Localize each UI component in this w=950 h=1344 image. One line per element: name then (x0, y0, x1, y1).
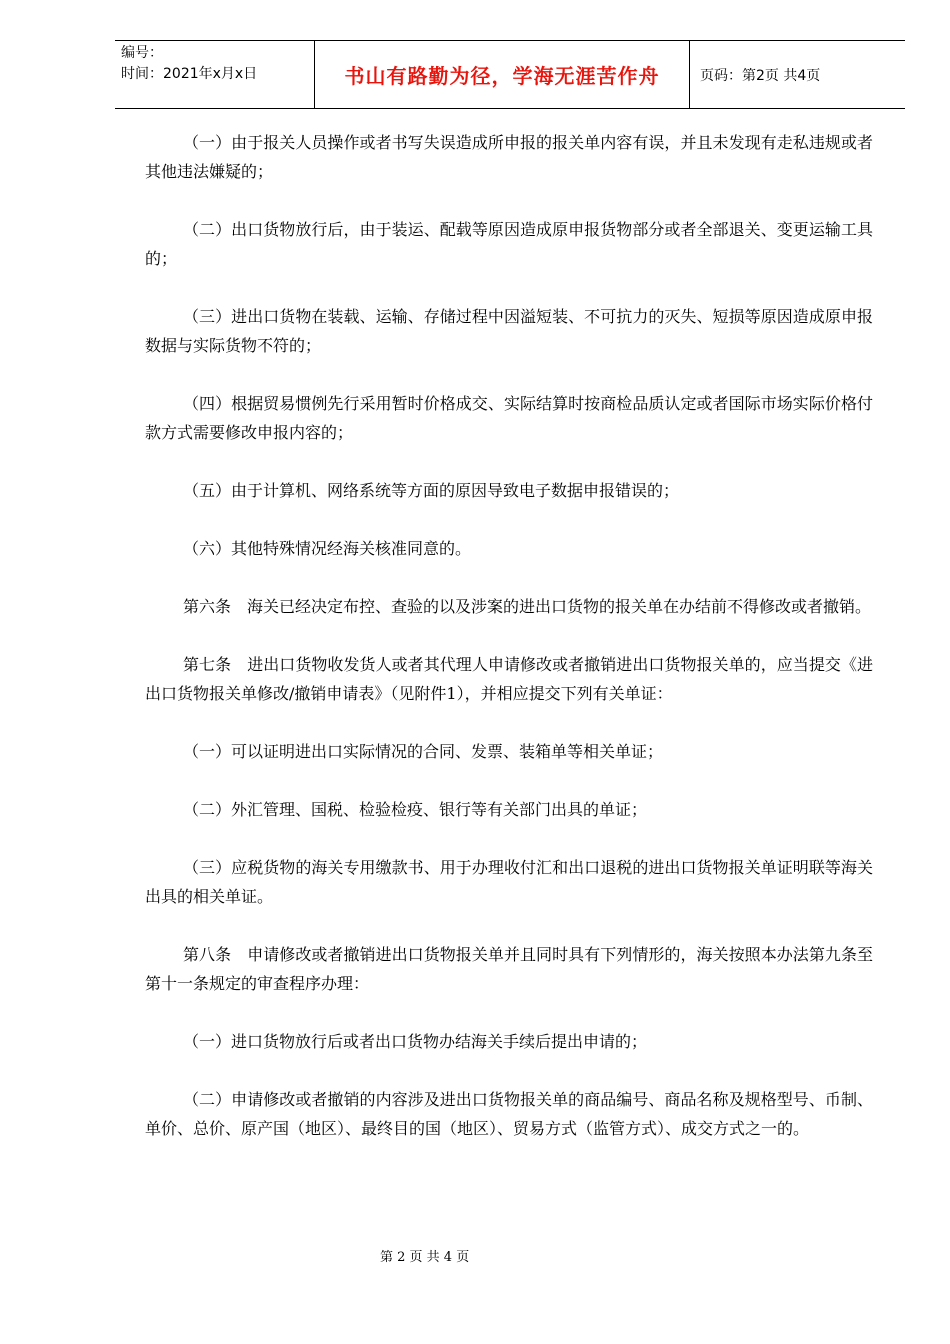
page-header (115, 40, 905, 109)
paragraph: （二）外汇管理、国税、检验检疫、银行等有关部门出具的单证； (183, 800, 648, 819)
paragraph: （四）根据贸易惯例先行采用暂时价格成交、实际结算时按商检品质认定或者国际市场实际价格付款方式需要修改申报内容的； (145, 394, 873, 442)
paragraph: （一）进口货物放行后或者出口货物办结海关手续后提出申请的； (183, 1032, 648, 1051)
paragraph: （三）应税货物的海关专用缴款书、用于办理收付汇和出口退税的进出口货物报关单证明联等海关出具的相关单证。 (145, 858, 873, 906)
paragraph: （五）由于计算机、网络系统等方面的原因导致电子数据申报错误的； (183, 481, 680, 500)
paragraph: （三）进出口货物在装载、运输、存储过程中因溢短装、不可抗力的灭失、短损等原因造成原申报数据与实际货物不符的； (145, 307, 873, 355)
paragraph: （一）可以证明进出口实际情况的合同、发票、装箱单等相关单证； (183, 742, 664, 761)
paragraph: （二）申请修改或者撤销的内容涉及进出口货物报关单的商品编号、商品名称及规格型号、币制、单价、总价、原产国（地区）、最终目的国（地区）、贸易方式（监管方式）、成交方式之一的。 (145, 1090, 873, 1138)
document-body (145, 128, 873, 1172)
paragraph: （二）出口货物放行后，由于装运、配载等原因造成原申报货物部分或者全部退关、变更运输工具的； (145, 220, 873, 268)
paragraph: （六）其他特殊情况经海关核准同意的。 (183, 539, 472, 558)
page-footer: 第 2 页 共 4 页 (380, 1250, 470, 1265)
document-number-label: 编号： (121, 45, 163, 61)
header-page-number: 页码：第2页 共4页 (700, 67, 821, 84)
article-8: 第八条 申请修改或者撤销进出口货物报关单并且同时具有下列情形的，海关按照本办法第九条至第十一条规定的审查程序办理： (145, 945, 873, 993)
article-7: 第七条 进出口货物收发货人或者其代理人申请修改或者撤销进出口货物报关单的，应当提交《进出口货物报关单修改/撤销申请表》（见附件1），并相应提交下列有关单证： (145, 655, 873, 703)
document-time-label: 时间：2021年x月x日 (121, 66, 258, 82)
article-6: 第六条 海关已经决定布控、查验的以及涉案的进出口货物的报关单在办结前不得修改或者撤销。 (183, 597, 872, 616)
paragraph: （一）由于报关人员操作或者书写失误造成所申报的报关单内容有误，并且未发现有走私违规或者其他违法嫌疑的； (145, 133, 873, 181)
header-meta (115, 41, 315, 108)
header-motto: 书山有路勤为径，学海无涯苦作舟 (315, 41, 690, 108)
